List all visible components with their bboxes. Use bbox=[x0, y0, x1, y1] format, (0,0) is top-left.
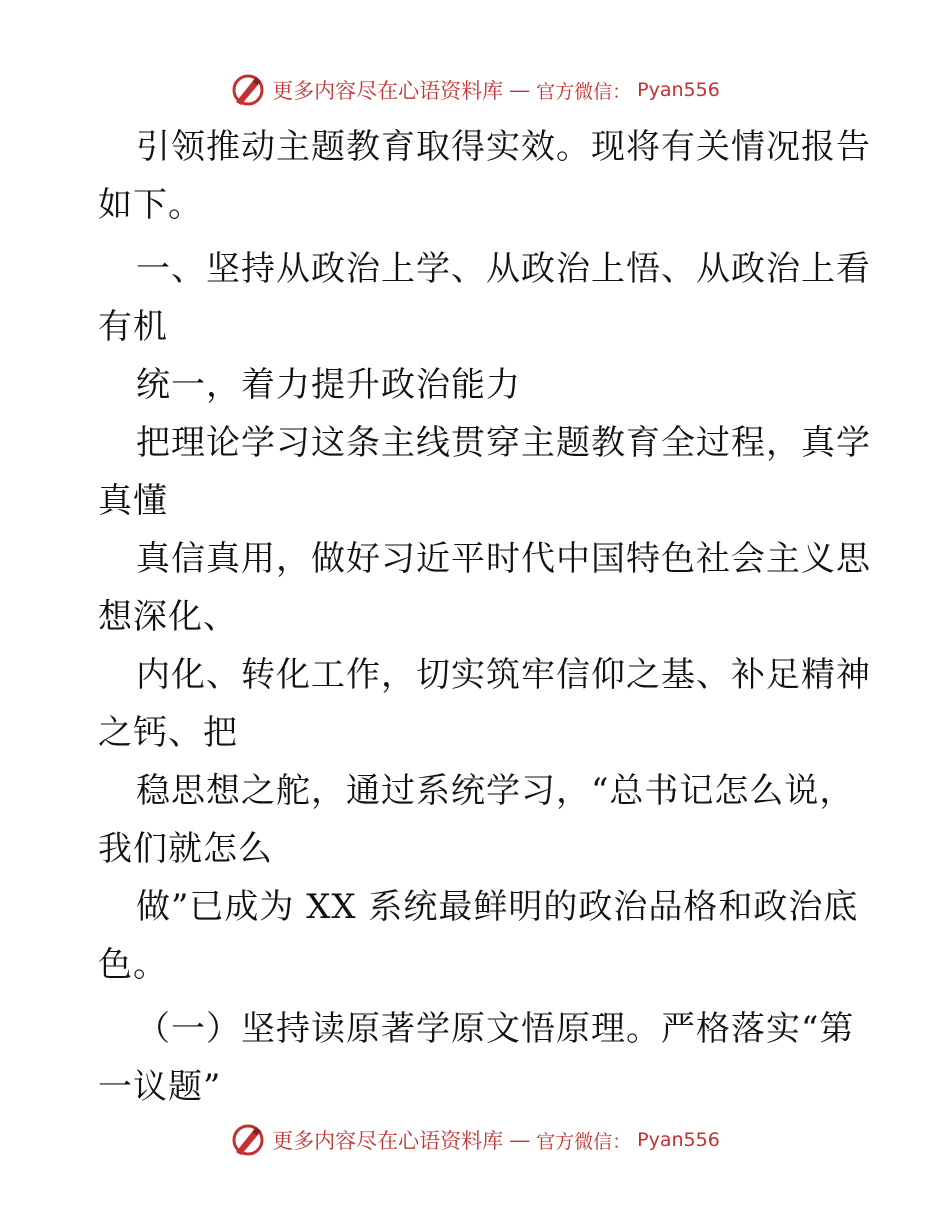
paragraph bbox=[98, 530, 871, 646]
paragraph-line: 引领推动主题教育取得实效。现将有关情况报告 bbox=[136, 127, 871, 167]
watermark-dash: — bbox=[509, 78, 531, 102]
document-body bbox=[98, 118, 871, 1116]
paragraph-line: （一）坚持读原著学原文悟原理。严格落实“第 bbox=[136, 1009, 855, 1049]
sub-section-heading bbox=[98, 1000, 858, 1116]
red-pen-circle-logo-icon bbox=[230, 72, 266, 108]
paragraph-line: 一、坚持从政治上学、从政治上悟、从政治上看 bbox=[136, 249, 871, 289]
section-heading bbox=[98, 240, 871, 356]
paragraph-line: 真懂 bbox=[98, 481, 168, 521]
paragraph-line: 统一，着力提升政治能力 bbox=[136, 365, 521, 405]
paragraph bbox=[98, 414, 871, 530]
paragraph bbox=[98, 762, 858, 878]
paragraph-line: 做”已成为 XX 系统最鲜明的政治品格和政治底 bbox=[136, 887, 859, 927]
paragraph-line: 如下。 bbox=[98, 185, 203, 225]
watermark-wechat-id: Pyan556 bbox=[637, 79, 720, 101]
paragraph-line: 之钙、把 bbox=[98, 713, 238, 753]
paragraph bbox=[98, 118, 871, 234]
watermark-text: 更多内容尽在心语资料库 bbox=[272, 79, 504, 103]
watermark-wechat-id: Pyan556 bbox=[637, 1129, 720, 1151]
section-heading-continued bbox=[98, 356, 858, 414]
header-watermark bbox=[0, 70, 950, 110]
paragraph-line: 内化、转化工作，切实筑牢信仰之基、补足精神 bbox=[136, 655, 871, 695]
paragraph-line: 色。 bbox=[98, 945, 168, 985]
red-pen-circle-logo-icon bbox=[230, 1122, 266, 1158]
paragraph-line: 真信真用，做好习近平时代中国特色社会主义思 bbox=[136, 539, 871, 579]
watermark-text: 更多内容尽在心语资料库 bbox=[272, 1129, 504, 1153]
watermark-contact-label: 官方微信： bbox=[536, 1130, 632, 1153]
watermark-dash: — bbox=[509, 1128, 531, 1152]
paragraph-line: 想深化、 bbox=[98, 597, 238, 637]
watermark-contact-label: 官方微信： bbox=[536, 80, 632, 103]
paragraph-line: 有机 bbox=[98, 307, 168, 347]
paragraph-line: 稳思想之舵，通过系统学习，“总书记怎么说， bbox=[136, 771, 855, 811]
paragraph-line: 把理论学习这条主线贯穿主题教育全过程，真学 bbox=[136, 423, 871, 463]
paragraph bbox=[98, 646, 871, 762]
paragraph-line: 一议题” bbox=[98, 1067, 222, 1107]
paragraph bbox=[98, 878, 858, 994]
footer-watermark bbox=[0, 1120, 950, 1160]
paragraph-line: 我们就怎么 bbox=[98, 829, 273, 869]
